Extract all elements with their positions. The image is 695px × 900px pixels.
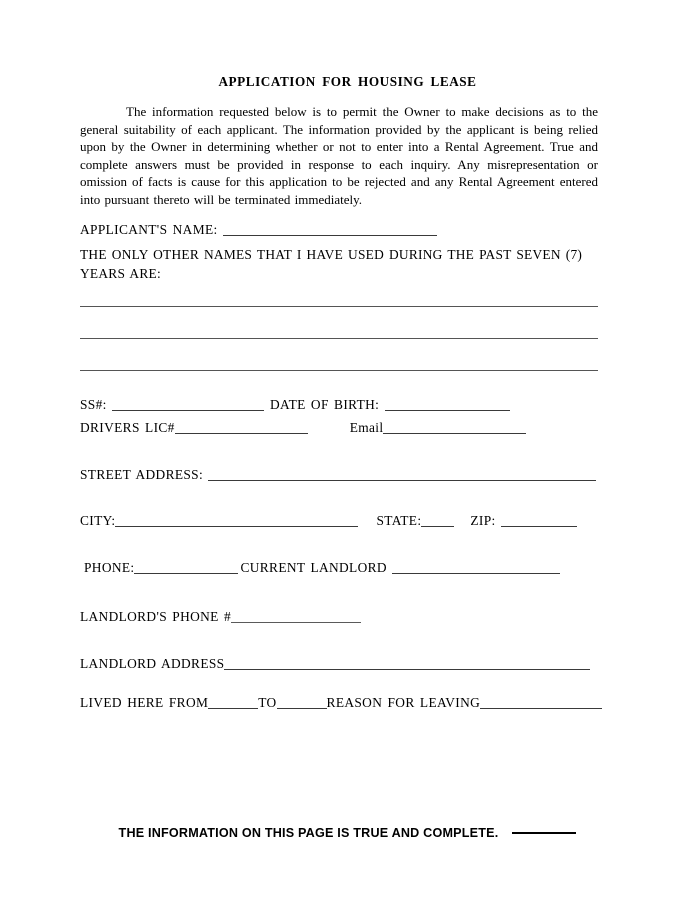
landlord-address-label: LANDLORD ADDRESS	[80, 656, 225, 671]
certification-statement: THE INFORMATION ON THIS PAGE IS TRUE AND COMPLETE.	[118, 826, 499, 840]
intro-paragraph: The information requested below is to permit the Owner to make decisions as to the general suitability of each applicant. The information provided by the applicant is being relied upon by the Owner in determining whether or not to enter into a Rental Agreement. True and complete answers must be provided in response to each inquiry. Any misrepresentation or omission of facts is cause for this application to be rejected and any Rental Agreement entered into pursuant thereto will be terminated immediately.	[80, 104, 598, 207]
city-label: CITY:	[80, 513, 116, 528]
other-names-answer-line-1[interactable]	[80, 306, 598, 307]
email-label: Email	[349, 420, 384, 435]
ss-dob-row	[80, 396, 510, 413]
drivers-license-label: DRIVERS LIC#	[80, 420, 175, 435]
state-label: STATE:	[376, 513, 422, 528]
lived-here-from-label: LIVED HERE FROM	[80, 695, 209, 710]
license-email-row	[80, 419, 526, 436]
current-landlord-input[interactable]	[392, 573, 560, 574]
tenancy-dates-row	[80, 694, 602, 711]
landlord-phone-row	[80, 608, 361, 625]
zip-input[interactable]	[501, 526, 577, 527]
ss-number-input[interactable]	[112, 410, 264, 411]
zip-label: ZIP:	[470, 513, 501, 528]
other-names-heading	[80, 245, 600, 283]
page-title: APPLICATION FOR HOUSING LEASE	[218, 74, 477, 89]
current-landlord-label: CURRENT LANDLORD	[240, 560, 393, 575]
other-names-line-1: THE ONLY OTHER NAMES THAT I HAVE USED DURING THE PAST SEVEN (7)	[80, 247, 583, 262]
other-names-line-2: YEARS ARE:	[80, 266, 161, 281]
applicant-name-row	[80, 221, 437, 238]
phone-label: PHONE:	[84, 560, 135, 575]
reason-for-leaving-input[interactable]	[480, 708, 602, 709]
phone-input[interactable]	[134, 573, 238, 574]
city-input[interactable]	[115, 526, 358, 527]
signature-line[interactable]	[512, 832, 576, 834]
landlord-phone-input[interactable]	[231, 622, 361, 623]
landlord-address-input[interactable]	[224, 669, 590, 670]
street-address-row	[80, 466, 596, 483]
lived-here-to-input[interactable]	[277, 708, 327, 709]
landlord-phone-label: LANDLORD'S PHONE #	[80, 609, 232, 624]
lived-here-from-input[interactable]	[208, 708, 258, 709]
landlord-address-row	[80, 655, 590, 672]
applicant-name-input[interactable]	[223, 235, 437, 236]
certification-footer	[0, 826, 695, 840]
city-state-zip-row	[80, 512, 577, 529]
drivers-license-input[interactable]	[175, 433, 308, 434]
applicant-name-label: APPLICANT'S NAME:	[80, 222, 223, 237]
other-names-answer-line-3[interactable]	[80, 370, 598, 371]
date-of-birth-label: DATE OF BIRTH:	[270, 397, 385, 412]
ss-number-label: SS#:	[80, 397, 113, 412]
lived-here-to-label: TO	[258, 695, 277, 710]
email-input[interactable]	[383, 433, 526, 434]
reason-for-leaving-label: REASON FOR LEAVING	[326, 695, 481, 710]
street-address-label: STREET ADDRESS:	[80, 467, 209, 482]
date-of-birth-input[interactable]	[385, 410, 510, 411]
street-address-input[interactable]	[208, 480, 596, 481]
state-input[interactable]	[421, 526, 454, 527]
other-names-answer-line-2[interactable]	[80, 338, 598, 339]
phone-landlord-row	[84, 559, 560, 576]
